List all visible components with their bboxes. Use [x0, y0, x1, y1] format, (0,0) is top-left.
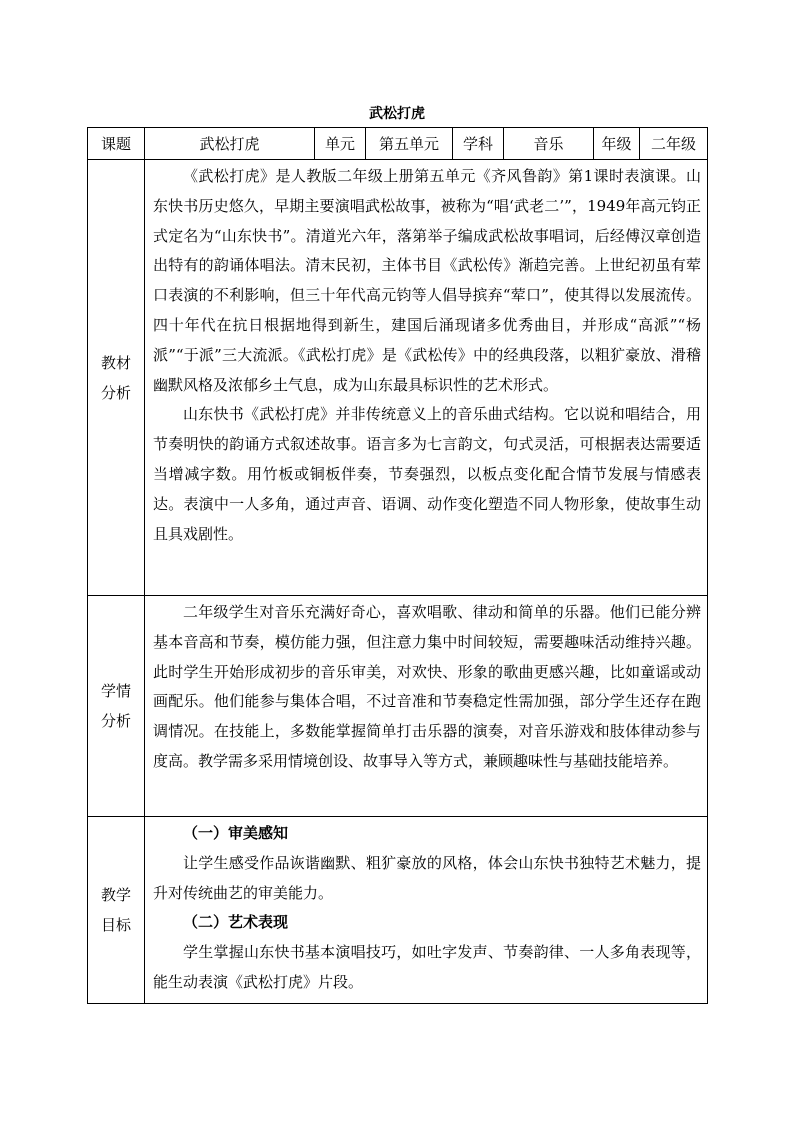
goal-text: 学生掌握山东快书基本演唱技巧，如吐字发声、节奏韵律、一人多角表现等，能生动表演《武松打虎》片段。: [153, 943, 701, 991]
subject-value: 音乐: [504, 128, 594, 160]
student-analysis-row: [88, 596, 708, 817]
textbook-analysis-content: [145, 160, 708, 596]
subject-label: 学科: [453, 128, 504, 160]
unit-value: 第五单元: [366, 128, 453, 160]
grade-label: 年级: [594, 128, 640, 160]
textbook-analysis-label: 教材 分析: [88, 160, 145, 596]
goal-heading: （一）审美感知: [183, 824, 289, 842]
paragraph: 《武松打虎》是人教版二年级上册第五单元《齐风鲁韵》第1课时表演课。山东快书历史悠久，早期主要演唱武松故事，被称为“唱‘武老二’”，1949年高元钧正式定名为“山东快书”。清道光六年，落第举子编成武松故事唱词，后经傅汉章创造出特有的韵诵体唱法。清末民初，主体书目《武松传》渐趋完善。上世纪初虽有荤口表演的不利影响，但三十年代高元钧等人倡导摈弃“荤口”，使其得以发展流传。四十年代在抗日根据地得到新生，建国后涌现诸多优秀曲目，并形成“高派”“杨派”“于派”三大流派。《武松打虎》是《武松传》中的经典段落，以粗犷豪放、滑稽幽默风格及浓郁乡土气息，成为山东最具标识性的艺术形式。: [153, 167, 701, 394]
goal-text: 让学生感受作品诙谐幽默、粗犷豪放的风格，体会山东快书独特艺术魅力，提升对传统曲艺的审美能力。: [153, 853, 701, 902]
grade-value: 二年级: [640, 128, 708, 160]
topic-value: 武松打虎: [145, 128, 315, 160]
topic-label: 课题: [88, 128, 145, 160]
paragraph: 山东快书《武松打虎》并非传统意义上的音乐曲式结构。它以说和唱结合，用节奏明快的韵诵方式叙述故事。语言多为七言韵文，句式灵活，可根据表达需要适当增减字数。用竹板或铜板伴奏，节奏强烈，以板点变化配合情节发展与情感表达。表演中一人多角，通过声音、语调、动作变化塑造不同人物形象，使故事生动且具戏剧性。: [153, 405, 701, 543]
textbook-analysis-row: [88, 160, 708, 596]
paragraph: 二年级学生对音乐充满好奇心，喜欢唱歌、律动和简单的乐器。他们已能分辨基本音高和节奏，模仿能力强，但注意力集中时间较短，需要趣味活动维持兴趣。此时学生开始形成初步的音乐审美，对欢快、形象的歌曲更感兴趣，比如童谣或动画配乐。他们能参与集体合唱，不过音准和节奏稳定性需加强，部分学生还存在跑调情况。在技能上，多数能掌握简单打击乐器的演奏，对音乐游戏和肢体律动参与度高。教学需多采用情境创设、故事导入等方式，兼顾趣味性与基础技能培养。: [153, 603, 701, 770]
header-row: [88, 128, 708, 160]
student-analysis-content: [145, 596, 708, 817]
student-analysis-label: 学情 分析: [88, 596, 145, 817]
lesson-plan-table: [87, 127, 708, 1004]
unit-label: 单元: [315, 128, 366, 160]
goal-heading: （二）艺术表现: [183, 913, 289, 932]
teaching-goals-row: [88, 817, 708, 1004]
document-title: 武松打虎: [369, 106, 425, 122]
teaching-goals-label: 教学 目标: [88, 817, 145, 1004]
teaching-goals-content: [145, 817, 708, 1004]
